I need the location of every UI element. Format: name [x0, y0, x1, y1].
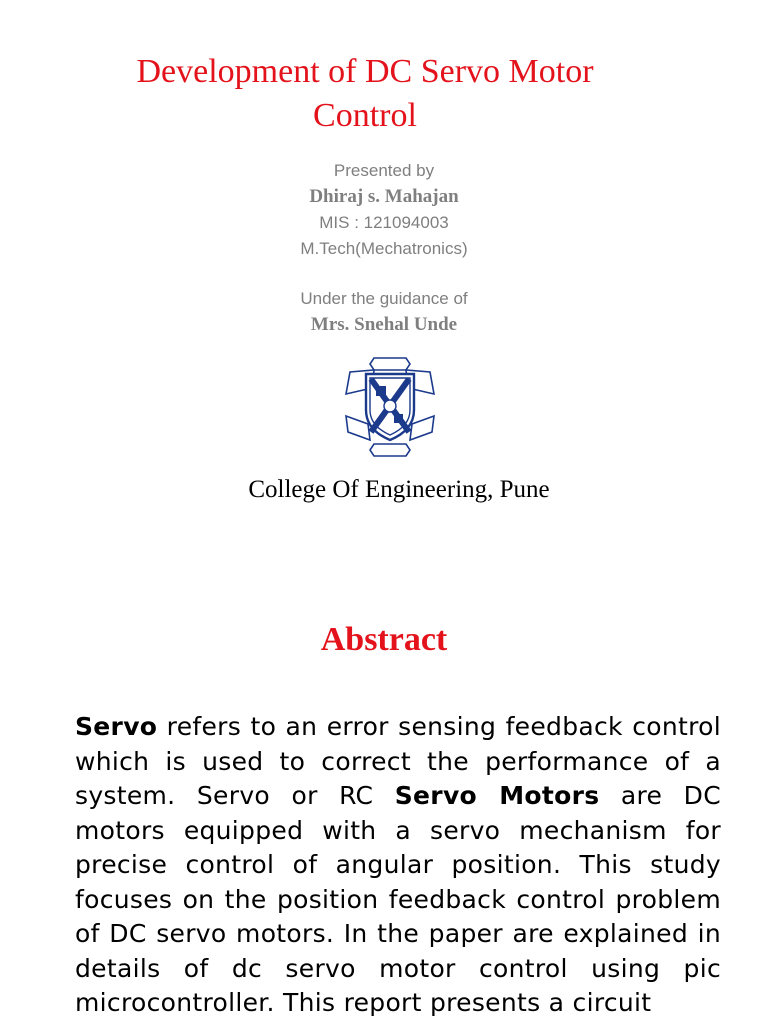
abstract-text-2: are DC motors equipped with a servo mechanism for precise control of angular position. This study focuses on the position feedback control problem of DC servo motors. In the paper are explained in details of dc servo motor control using pic microcontroller. This report presents a circuit — [75, 781, 721, 1017]
presenter-block — [0, 158, 768, 338]
abstract-bold-servo: Servo — [75, 712, 158, 741]
presented-by-label: Presented by — [333, 161, 435, 180]
presenter-name: Dhiraj s. Mahajan — [309, 186, 459, 207]
abstract-bold-servo-motors: Servo Motors — [394, 781, 600, 810]
abstract-text-1: refers to an error sensing feedback control which is used to correct the performance of a system. Servo or RC — [75, 712, 721, 810]
mis-number: MIS : 121094003 — [319, 213, 449, 232]
abstract-heading: Abstract — [320, 621, 448, 658]
title-line-1: Development of DC Servo Motor — [136, 53, 594, 90]
title-line-2: Control — [313, 97, 417, 134]
college-seal-logo — [340, 350, 440, 460]
guide-name: Mrs. Snehal Unde — [310, 314, 458, 335]
abstract-paragraph — [75, 710, 721, 1021]
seal-emblem-icon — [340, 350, 440, 460]
guidance-label: Under the guidance of — [300, 289, 468, 308]
slide-title — [0, 50, 730, 138]
degree: M.Tech(Mechatronics) — [300, 239, 468, 258]
college-name: College Of Engineering, Pune — [248, 476, 550, 503]
